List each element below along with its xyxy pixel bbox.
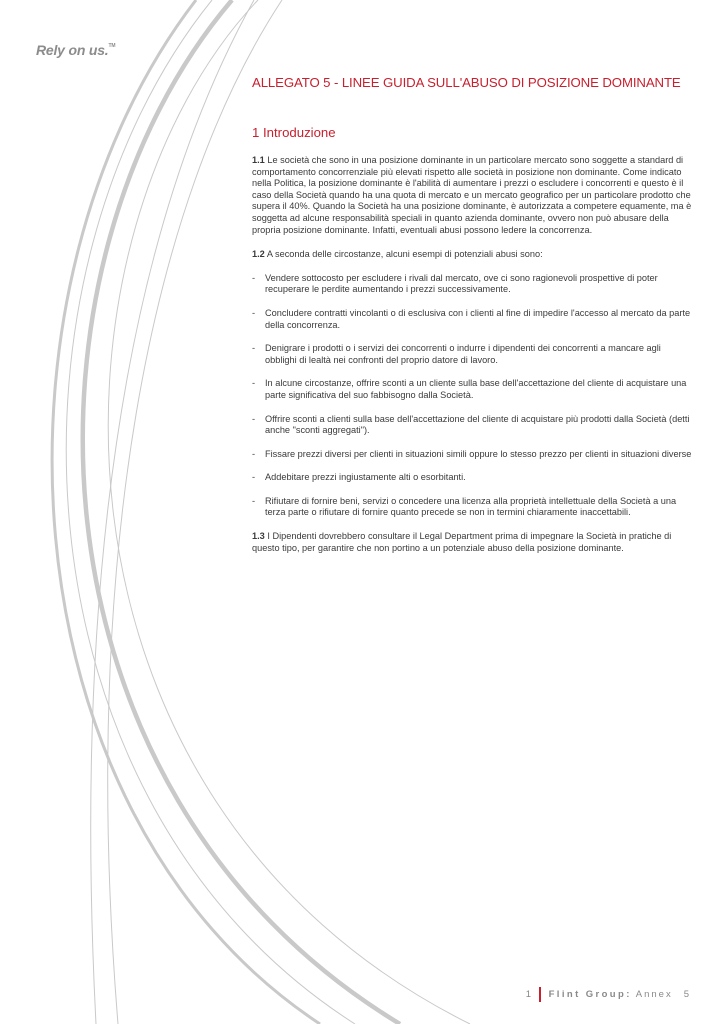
bullet-dash: -	[252, 413, 256, 424]
paragraph-1-3	[252, 531, 692, 554]
document-body	[252, 74, 692, 554]
page-footer	[526, 987, 689, 1002]
section-label: Introduzione	[263, 125, 336, 140]
annex-page-number: 5	[683, 989, 689, 1000]
section-number: 1	[252, 125, 260, 140]
bullet-dash: -	[252, 378, 256, 389]
list-item-text: Fissare prezzi diversi per clienti in situazioni simili oppure lo stesso prezzo per clienti in situazioni diverse	[265, 448, 692, 459]
list-item	[252, 414, 692, 437]
list-item-text: In alcune circostanze, offrire sconti a un cliente sulla base dell'accettazione del cliente di acquistare una parte significativa del suo fabbisogno dalla Società.	[265, 378, 687, 400]
list-item	[252, 496, 692, 519]
paragraph-1-1	[252, 155, 692, 236]
footer-brand: Flint Group:	[548, 989, 632, 1000]
paragraph-text: I Dipendenti dovrebbero consultare il Legal Department prima di impegnare la Società in pratiche di questo tipo, per garantire che non portino a un potenziale abuso della posizione dominante.	[252, 531, 672, 553]
paragraph-1-2	[252, 249, 692, 261]
paragraph-number: 1.1	[252, 155, 265, 165]
page-title: ALLEGATO 5 - LINEE GUIDA SULL'ABUSO DI POSIZIONE DOMINANTE	[252, 75, 681, 90]
list-item	[252, 378, 692, 401]
bullet-dash: -	[252, 343, 256, 354]
list-item	[252, 273, 692, 296]
bullet-dash: -	[252, 495, 256, 506]
bullet-dash: -	[252, 448, 256, 459]
list-item-text: Concludere contratti vincolanti o di esclusiva con i clienti al fine di impedire l'accesso al mercato da parte della concorrenza.	[265, 307, 691, 330]
trademark-mark: TM	[108, 43, 116, 49]
paragraph-text: Le società che sono in una posizione dominante in un particolare mercato sono soggette a standard di comportamento concorrenziale più elevati rispetto alle società in posizione non dominante. Come indicato nella Politica, la posizione dominante è l'abilità di aumentare i prezzi o escludere i concorrenti e questo è il caso della Società quando ha una quota di mercato e un mercato geografico per un particolare prodotto che supera il 40%. Quando la Società ha una posizione dominante, è autorizzata a competere equamente, ma è soggetta ad alcune responsabilità speciali in quanto azienda dominante, ovvero non può abusare della propria posizione dominante. Infatti, eventuali abusi possono ledere la concorrenza.	[252, 155, 692, 235]
arc-line	[91, 0, 254, 1024]
list-item	[252, 472, 692, 484]
list-item-text: Rifiutare di fornire beni, servizi o concedere una licenza alla proprietà intellettuale della Società a una terza parte o rifiutare di fornire quanto precede se non in termini chiaramente inaccettabili.	[265, 495, 677, 518]
logo-text: Rely on us.	[36, 42, 109, 58]
list-item	[252, 343, 692, 366]
bullet-dash: -	[252, 307, 256, 318]
list-item	[252, 308, 692, 331]
list-item-text: Offrire sconti a clienti sulla base dell'accettazione del cliente di acquistare più prodotti dalla Società (detti anche "sconti aggregati").	[265, 413, 690, 436]
rely-on-us-logo	[36, 42, 115, 58]
list-item	[252, 449, 692, 461]
footer-annex-label: Annex	[635, 989, 673, 1000]
list-item-text: Denigrare i prodotti o i servizi dei concorrenti o indurre i dipendenti dei concorrenti a mancare agli obblighi di lealtà nei confronti del proprio datore di lavoro.	[265, 343, 661, 365]
abuse-examples-list	[252, 273, 692, 519]
list-item-text: Vendere sottocosto per escludere i rivali dal mercato, ove ci sono ragionevoli prospettive di poter recuperare le perdite aumentando i prezzi successivamente.	[265, 272, 658, 295]
paragraph-number: 1.3	[252, 531, 265, 542]
section-heading	[252, 124, 692, 142]
section-page-number: 1	[525, 989, 532, 1000]
paragraph-number: 1.2	[252, 249, 265, 260]
paragraph-text: A seconda delle circostanze, alcuni esempi di potenziali abusi sono:	[266, 249, 543, 260]
bullet-dash: -	[252, 472, 256, 483]
bullet-dash: -	[252, 272, 256, 283]
list-item-text: Addebitare prezzi ingiustamente alti o esorbitanti.	[265, 472, 466, 483]
footer-divider	[539, 987, 541, 1002]
